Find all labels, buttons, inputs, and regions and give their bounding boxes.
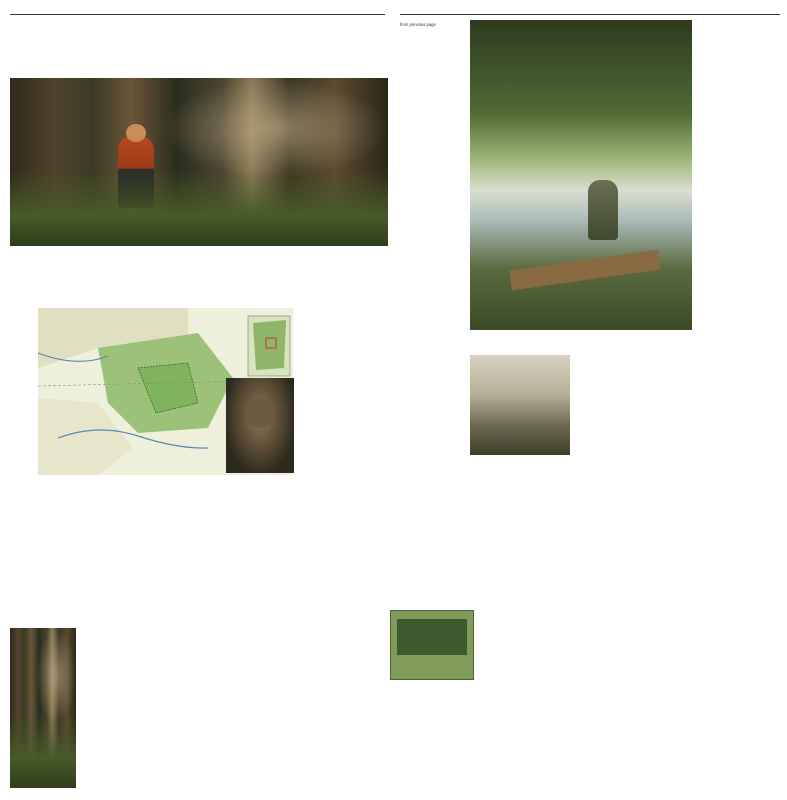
sign-board [397,619,467,655]
body-column-3 [154,482,218,792]
body-column-6 [606,355,690,470]
folio-rule-right [400,14,780,15]
heather-meadows-photo [470,355,570,455]
logger-photo [10,628,76,788]
from-previous-page: from previous page [400,22,436,27]
creek-photo [470,20,692,330]
lookout-sign [390,610,474,680]
body-column-1 [12,303,68,623]
seasonal-worker [588,180,618,240]
worker-head [126,124,146,142]
logging-photo [10,78,388,246]
body-column-4 [300,482,378,792]
chart-plot [478,494,688,604]
body-column-2 [83,482,147,792]
owl-figure [246,398,274,428]
forest-history-sidebar [698,18,782,798]
timber-chart [478,472,688,610]
log-debris [509,250,660,291]
owl-photo [226,378,294,473]
worker-figure [118,136,154,208]
folio-rule-left [10,14,385,15]
